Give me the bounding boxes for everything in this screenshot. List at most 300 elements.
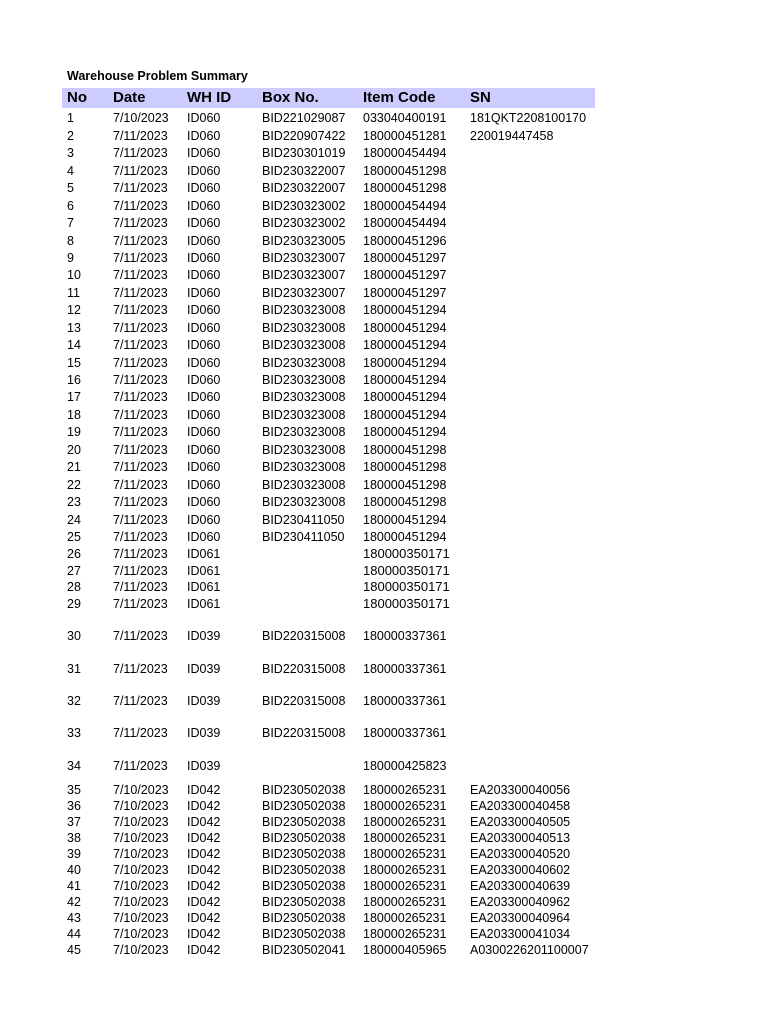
cell-date: 7/11/2023 [113, 460, 168, 475]
spreadsheet [62, 68, 662, 957]
cell-item-code: 180000265231 [363, 798, 447, 813]
cell-item-code: 180000350171 [363, 579, 450, 595]
table-row [62, 160, 595, 177]
cell-box-no [257, 544, 358, 561]
cell-sn [465, 282, 595, 299]
cell-wh-id: ID042 [187, 862, 221, 877]
table-row [62, 829, 595, 845]
cell-date: 7/11/2023 [113, 694, 168, 709]
cell-no: 40 [67, 862, 81, 877]
cell-item-code: 180000451294 [363, 407, 447, 422]
cell-date: 7/10/2023 [113, 910, 169, 925]
cell-box-no: BID230502041 [262, 942, 346, 957]
cell-box-no: BID221029087 [262, 111, 346, 126]
cell-item-code: 180000265231 [363, 814, 447, 829]
cell-box-no: BID230323002 [262, 216, 346, 231]
cell-item-code: 180000451294 [363, 338, 447, 353]
cell-sn [465, 578, 595, 595]
col-header-box-no: Box No. [262, 89, 319, 106]
cell-sn: 181QKT2208100170 [470, 111, 587, 126]
cell-box-no: BID230323008 [262, 355, 346, 370]
cell-box-no: BID230502038 [262, 814, 346, 829]
cell-item-code: 180000425823 [363, 758, 447, 773]
cell-no: 26 [67, 546, 81, 561]
cell-wh-id: ID042 [187, 798, 221, 813]
cell-date: 7/10/2023 [113, 846, 169, 861]
cell-no: 30 [67, 629, 81, 644]
cell-box-no: BID230502038 [262, 782, 346, 797]
cell-item-code: 180000265231 [363, 830, 447, 845]
cell-no: 18 [67, 407, 81, 422]
cell-sn [465, 370, 595, 387]
header-row [62, 88, 595, 108]
table-row [62, 195, 595, 212]
cell-wh-id: ID060 [187, 303, 221, 318]
cell-no: 39 [67, 846, 81, 861]
cell-item-code: 180000451294 [363, 303, 447, 318]
cell-sn [465, 527, 595, 544]
cell-no: 10 [67, 268, 81, 283]
cell-wh-id: ID060 [187, 477, 221, 492]
cell-box-no [257, 594, 358, 611]
cell-no: 11 [67, 285, 80, 300]
cell-item-code: 033040400191 [363, 111, 447, 126]
cell-date: 7/11/2023 [113, 355, 168, 370]
table-row [62, 676, 595, 708]
col-header-sn: SN [470, 89, 491, 106]
cell-box-no: BID230502038 [262, 846, 346, 861]
col-header-item-code: Item Code [363, 89, 436, 106]
cell-box-no: BID220315008 [262, 726, 346, 741]
cell-box-no: BID230323007 [262, 285, 346, 300]
cell-date: 7/10/2023 [113, 111, 169, 126]
cell-date: 7/11/2023 [113, 163, 168, 178]
cell-sn [465, 676, 595, 708]
cell-sn [465, 230, 595, 247]
table-row [62, 370, 595, 387]
cell-no: 16 [67, 373, 81, 387]
cell-box-no: BID230323008 [262, 477, 346, 492]
cell-no: 3 [67, 146, 74, 161]
cell-no: 9 [67, 250, 74, 265]
cell-wh-id: ID060 [187, 407, 221, 422]
cell-date: 7/11/2023 [113, 128, 168, 143]
cell-no: 25 [67, 529, 81, 544]
cell-item-code: 180000451297 [363, 250, 447, 265]
cell-date: 7/11/2023 [113, 390, 168, 405]
cell-item-code: 180000405965 [363, 942, 447, 957]
cell-sn: EA203300040458 [470, 798, 571, 813]
cell-sn [465, 708, 595, 740]
table-row [62, 230, 595, 247]
cell-wh-id: ID042 [187, 894, 221, 909]
table-row [62, 125, 595, 142]
cell-wh-id: ID060 [187, 442, 221, 457]
cell-date: 7/11/2023 [113, 268, 168, 283]
cell-box-no: BID230411050 [262, 512, 345, 527]
cell-item-code: 180000451294 [363, 390, 447, 405]
cell-date: 7/10/2023 [113, 814, 169, 829]
cell-no: 32 [67, 694, 81, 709]
cell-wh-id: ID061 [187, 563, 221, 578]
problem-table [62, 88, 595, 957]
cell-date: 7/10/2023 [113, 894, 169, 909]
cell-wh-id: ID039 [187, 661, 221, 676]
cell-sn [465, 544, 595, 561]
cell-date: 7/11/2023 [113, 726, 168, 741]
cell-date: 7/11/2023 [113, 597, 168, 612]
table-row [62, 611, 595, 643]
cell-no: 31 [67, 661, 81, 676]
cell-item-code: 180000451298 [363, 181, 447, 196]
cell-no: 7 [67, 216, 74, 231]
cell-item-code: 180000265231 [363, 862, 447, 877]
cell-date: 7/11/2023 [113, 495, 168, 510]
cell-item-code: 180000451294 [363, 425, 447, 440]
cell-date: 7/11/2023 [113, 285, 168, 300]
cell-box-no: BID230322007 [262, 163, 346, 178]
table-row [62, 578, 595, 595]
cell-box-no: BID220907422 [262, 128, 346, 143]
cell-no: 34 [67, 758, 81, 773]
cell-item-code: 180000337361 [363, 661, 447, 676]
cell-date: 7/10/2023 [113, 830, 169, 845]
table-row [62, 941, 595, 957]
cell-item-code: 180000265231 [363, 910, 447, 925]
cell-date: 7/10/2023 [113, 862, 169, 877]
table-row [62, 773, 595, 797]
cell-date: 7/11/2023 [113, 216, 168, 231]
table-row [62, 643, 595, 675]
cell-box-no: BID230323008 [262, 495, 346, 510]
cell-no: 41 [67, 878, 81, 893]
cell-box-no: BID230323008 [262, 320, 346, 335]
cell-wh-id: ID042 [187, 830, 221, 845]
cell-wh-id: ID042 [187, 814, 221, 829]
cell-sn [465, 195, 595, 212]
cell-date: 7/11/2023 [113, 546, 168, 561]
cell-no: 23 [67, 495, 81, 510]
cell-item-code: 180000451298 [363, 495, 447, 510]
cell-item-code: 180000265231 [363, 926, 447, 941]
cell-no: 29 [67, 597, 81, 612]
table-row [62, 387, 595, 404]
cell-box-no: BID230323008 [262, 425, 346, 440]
cell-date: 7/11/2023 [113, 758, 168, 773]
cell-box-no: BID230323007 [262, 268, 346, 283]
cell-box-no: BID230323008 [262, 373, 346, 387]
cell-item-code: 180000451294 [363, 355, 447, 370]
cell-sn [465, 492, 595, 509]
cell-box-no: BID230322007 [262, 181, 346, 196]
cell-wh-id: ID061 [187, 580, 221, 595]
table-row [62, 861, 595, 877]
cell-wh-id: ID061 [187, 546, 221, 561]
cell-wh-id: ID042 [187, 926, 221, 941]
cell-sn [465, 300, 595, 317]
cell-date: 7/11/2023 [113, 563, 168, 578]
cell-sn: EA203300040056 [470, 782, 571, 797]
table-row [62, 845, 595, 861]
cell-sn [465, 404, 595, 421]
cell-no: 14 [67, 338, 81, 353]
cell-item-code: 180000454494 [363, 198, 447, 213]
cell-date: 7/10/2023 [113, 878, 169, 893]
cell-no: 37 [67, 814, 81, 829]
cell-no: 15 [67, 355, 81, 370]
cell-sn [465, 439, 595, 456]
cell-box-no: BID230502038 [262, 894, 346, 909]
cell-item-code: 180000350171 [363, 596, 450, 612]
cell-date: 7/10/2023 [113, 798, 169, 813]
cell-item-code: 180000350171 [363, 545, 450, 561]
cell-item-code: 180000451281 [363, 128, 447, 143]
cell-date: 7/11/2023 [113, 320, 168, 335]
cell-item-code: 180000265231 [363, 894, 447, 909]
table-row [62, 561, 595, 578]
cell-sn: EA203300040505 [470, 814, 571, 829]
cell-box-no: BID230502038 [262, 862, 346, 877]
cell-date: 7/11/2023 [113, 529, 168, 544]
table-row [62, 909, 595, 925]
cell-wh-id: ID060 [187, 285, 221, 300]
cell-box-no: BID230502038 [262, 926, 346, 941]
cell-box-no: BID230502038 [262, 798, 346, 813]
cell-sn: EA203300040962 [470, 894, 571, 909]
cell-box-no: BID230323008 [262, 303, 346, 318]
cell-wh-id: ID061 [187, 597, 221, 612]
cell-date: 7/11/2023 [113, 407, 168, 422]
cell-wh-id: ID042 [187, 782, 221, 797]
cell-no: 33 [67, 726, 81, 741]
cell-date: 7/11/2023 [113, 146, 168, 161]
cell-wh-id: ID060 [187, 146, 221, 161]
cell-no: 17 [67, 390, 81, 405]
cell-sn [465, 143, 595, 160]
cell-no: 21 [67, 460, 81, 475]
cell-wh-id: ID060 [187, 250, 221, 265]
cell-wh-id: ID060 [187, 268, 221, 283]
cell-date: 7/11/2023 [113, 198, 168, 213]
table-row [62, 178, 595, 195]
cell-date: 7/11/2023 [113, 425, 168, 440]
cell-box-no: BID220315008 [262, 629, 346, 644]
cell-box-no: BID220315008 [262, 661, 346, 676]
cell-box-no: BID230502038 [262, 910, 346, 925]
cell-sn [465, 740, 595, 772]
cell-sn: EA203300041034 [470, 926, 571, 941]
cell-box-no: BID230502038 [262, 830, 346, 845]
cell-no: 4 [67, 163, 74, 178]
cell-no: 42 [67, 894, 81, 909]
cell-date: 7/11/2023 [113, 181, 168, 196]
cell-box-no [257, 740, 358, 772]
cell-sn [465, 611, 595, 643]
cell-box-no: BID220315008 [262, 694, 346, 709]
cell-no: 20 [67, 442, 81, 457]
cell-wh-id: ID060 [187, 373, 221, 387]
cell-no: 35 [67, 782, 81, 797]
cell-no: 1 [67, 111, 74, 126]
table-row [62, 317, 595, 334]
cell-item-code: 180000451297 [363, 285, 447, 300]
cell-box-no: BID230323008 [262, 390, 346, 405]
cell-item-code: 180000350171 [363, 562, 450, 578]
cell-wh-id: ID060 [187, 390, 221, 405]
cell-box-no: BID230301019 [262, 146, 346, 161]
table-row [62, 422, 595, 439]
cell-sn [465, 643, 595, 675]
table-body [62, 108, 595, 957]
cell-sn [465, 509, 595, 526]
cell-no: 45 [67, 942, 81, 957]
cell-sn [465, 594, 595, 611]
cell-wh-id: ID060 [187, 529, 221, 544]
cell-item-code: 180000451294 [363, 320, 447, 335]
table-row [62, 925, 595, 941]
table-row [62, 813, 595, 829]
cell-no: 27 [67, 563, 81, 578]
cell-wh-id: ID042 [187, 910, 221, 925]
cell-item-code: 180000451297 [363, 268, 447, 283]
cell-item-code: 180000451294 [363, 373, 447, 387]
table-row [62, 282, 595, 299]
cell-wh-id: ID060 [187, 233, 221, 248]
table-row [62, 509, 595, 526]
sheet-title: Warehouse Problem Summary [67, 69, 248, 83]
table-row [62, 143, 595, 160]
cell-wh-id: ID042 [187, 846, 221, 861]
cell-date: 7/11/2023 [113, 233, 168, 248]
cell-item-code: 180000454494 [363, 216, 447, 231]
table-row [62, 439, 595, 456]
cell-sn [465, 474, 595, 491]
cell-date: 7/11/2023 [113, 661, 168, 676]
cell-box-no: BID230323005 [262, 233, 346, 248]
table-row [62, 492, 595, 509]
cell-wh-id: ID060 [187, 460, 221, 475]
cell-item-code: 180000451298 [363, 477, 447, 492]
cell-item-code: 180000337361 [363, 694, 447, 709]
cell-wh-id: ID060 [187, 128, 221, 143]
cell-date: 7/11/2023 [113, 512, 168, 527]
col-header-wh-id: WH ID [187, 89, 232, 106]
cell-no: 43 [67, 910, 81, 925]
cell-no: 6 [67, 198, 74, 213]
cell-no: 28 [67, 580, 81, 595]
cell-item-code: 180000451298 [363, 460, 447, 475]
cell-wh-id: ID060 [187, 512, 221, 527]
cell-no: 38 [67, 830, 81, 845]
cell-wh-id: ID060 [187, 163, 221, 178]
cell-sn: 220019447458 [470, 128, 554, 143]
cell-date: 7/11/2023 [113, 629, 168, 644]
table-row [62, 457, 595, 474]
cell-no: 24 [67, 512, 81, 527]
table-row [62, 474, 595, 491]
cell-date: 7/11/2023 [113, 442, 168, 457]
cell-wh-id: ID060 [187, 320, 221, 335]
table-row [62, 594, 595, 611]
cell-date: 7/10/2023 [113, 782, 169, 797]
cell-sn [465, 352, 595, 369]
cell-box-no: BID230323002 [262, 198, 346, 213]
cell-date: 7/11/2023 [113, 580, 168, 595]
cell-wh-id: ID060 [187, 338, 221, 353]
cell-item-code: 180000265231 [363, 878, 447, 893]
cell-sn [465, 213, 595, 230]
cell-wh-id: ID060 [187, 181, 221, 196]
cell-box-no: BID230323007 [262, 250, 346, 265]
cell-sn [465, 265, 595, 282]
cell-item-code: 180000451296 [363, 233, 447, 248]
table-row [62, 404, 595, 421]
table-row [62, 527, 595, 544]
cell-item-code: 180000337361 [363, 726, 447, 741]
cell-sn: A0300226201100007 [470, 942, 589, 957]
cell-wh-id: ID039 [187, 726, 221, 741]
cell-wh-id: ID039 [187, 694, 221, 709]
cell-no: 5 [67, 181, 74, 196]
cell-item-code: 180000451298 [363, 163, 447, 178]
cell-wh-id: ID060 [187, 198, 221, 213]
cell-sn [465, 317, 595, 334]
table-row [62, 544, 595, 561]
cell-wh-id: ID042 [187, 942, 221, 957]
cell-sn [465, 335, 595, 352]
table-row [62, 300, 595, 317]
cell-sn [465, 457, 595, 474]
table-row [62, 335, 595, 352]
cell-no: 22 [67, 477, 81, 492]
cell-wh-id: ID060 [187, 425, 221, 440]
cell-box-no: BID230323008 [262, 460, 346, 475]
cell-item-code: 180000451298 [363, 442, 447, 457]
table-row [62, 877, 595, 893]
cell-item-code: 180000337361 [363, 629, 447, 644]
cell-date: 7/11/2023 [113, 338, 168, 353]
cell-wh-id: ID039 [187, 758, 221, 773]
cell-wh-id: ID060 [187, 355, 221, 370]
cell-wh-id: ID039 [187, 629, 221, 644]
cell-item-code: 180000451294 [363, 529, 447, 544]
cell-sn: EA203300040513 [470, 830, 571, 845]
table-row [62, 740, 595, 772]
cell-date: 7/10/2023 [113, 926, 169, 941]
cell-no: 12 [67, 303, 81, 318]
cell-no: 2 [67, 128, 74, 143]
table-row [62, 265, 595, 282]
cell-no: 36 [67, 798, 81, 813]
cell-wh-id: ID060 [187, 495, 221, 510]
cell-wh-id: ID060 [187, 216, 221, 231]
cell-sn: EA203300040602 [470, 862, 571, 877]
cell-sn [465, 248, 595, 265]
table-row [62, 248, 595, 265]
cell-item-code: 180000454494 [363, 146, 447, 161]
cell-date: 7/11/2023 [113, 250, 168, 265]
cell-sn [465, 422, 595, 439]
cell-item-code: 180000265231 [363, 846, 447, 861]
cell-box-no: BID230502038 [262, 878, 346, 893]
cell-box-no [257, 561, 358, 578]
cell-no: 13 [67, 320, 81, 335]
cell-date: 7/10/2023 [113, 942, 169, 957]
cell-sn [465, 387, 595, 404]
cell-no: 8 [67, 233, 74, 248]
cell-sn: EA203300040639 [470, 878, 571, 893]
cell-sn [465, 160, 595, 177]
